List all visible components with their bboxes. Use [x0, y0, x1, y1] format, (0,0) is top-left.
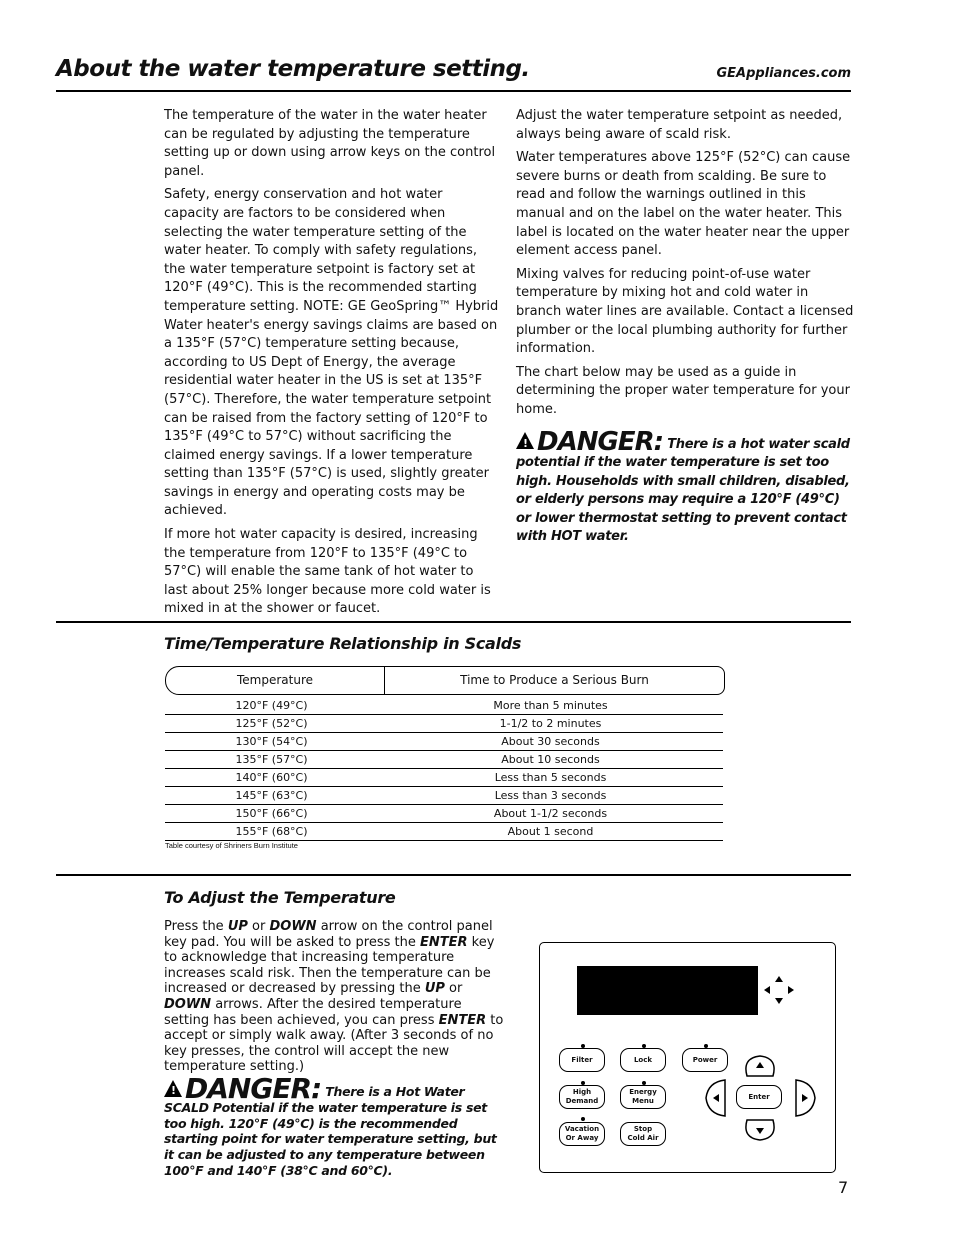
energy-menu-button[interactable] [620, 1085, 666, 1109]
power-button[interactable]: Power [682, 1048, 728, 1072]
temperature-cell: 150°F (66°C) [235, 807, 308, 820]
burn-warning-paragraph: Water temperatures above 125°F (52°C) can cause severe burns or death from scalding. Be sure to read and follow the warnings outlined in this manual and on the label on the water heater. This label is located on the water heater near the upper element access panel. [516, 150, 851, 259]
instruction-text: or [444, 981, 463, 997]
danger-text: There is a hot water scald potential if the water temperature is set too high. Households with small children, disabled, or elderly persons may require a 120°F (49°C) or lower thermostat setting to prevent contact with HOT water. [516, 436, 850, 545]
burn-time-cell: About 30 seconds [501, 735, 600, 748]
button-label: High [572, 1088, 592, 1096]
adjust-section-title: To Adjust the Temperature [164, 888, 396, 907]
header-rule [56, 90, 851, 92]
instruction-text: arrows. After the desired temperature setting has been achieved, you can press [164, 996, 462, 1028]
up-key-label: UP [424, 981, 445, 997]
down-key-label: DOWN [164, 996, 212, 1012]
up-key-label: UP [227, 919, 248, 934]
temperature-cell: 135°F (57°C) [235, 753, 308, 766]
danger-label: DANGER: [185, 1072, 322, 1105]
temperature-cell: 145°F (63°C) [235, 789, 308, 802]
intro-paragraph: The temperature of the water in the water heater can be regulated by adjusting the temperature setting up or down using arrow keys on the control panel. [164, 108, 496, 179]
button-label: Stop [633, 1125, 653, 1133]
enter-button[interactable]: Enter [736, 1085, 782, 1109]
adjust-paragraph: Adjust the water temperature setpoint as needed, always being aware of scald risk. [516, 108, 843, 142]
danger-warning-2 [164, 1072, 509, 1179]
instruction-text: key to acknowledge that increasing temperature increases scald risk. Then the temperature can be increased or decreased by pressing the [164, 934, 495, 997]
button-label: Or Away [565, 1134, 599, 1142]
table-row [165, 697, 723, 715]
adjust-instructions [164, 919, 504, 1075]
burn-time-cell: Less than 5 seconds [494, 771, 607, 784]
burn-time-cell: Less than 3 seconds [494, 789, 607, 802]
column-header-temperature: Temperature [166, 667, 385, 694]
temperature-cell: 140°F (60°C) [235, 771, 308, 784]
temperature-cell: 125°F (52°C) [235, 717, 308, 730]
mixing-valves-paragraph: Mixing valves for reducing point-of-use water temperature by mixing hot and cold water in branch water lines are available. Contact a licensed plumber or the local plumbing authority for further information. [516, 266, 854, 357]
lock-button[interactable]: Lock [620, 1048, 666, 1072]
danger-text: There is a Hot Water SCALD [164, 1084, 465, 1115]
burn-time-cell: More than 5 minutes [493, 699, 608, 712]
website-label: GEAppliances.com [716, 66, 851, 81]
danger-label: DANGER: [537, 426, 663, 457]
button-label: Demand [565, 1097, 599, 1105]
down-key-label: DOWN [269, 919, 317, 934]
table-source-note: Table courtesy of Shriners Burn Institute [165, 841, 298, 850]
burn-time-cell: About 1-1/2 seconds [493, 807, 608, 820]
burn-time-cell: About 10 seconds [501, 753, 600, 766]
table-row [165, 733, 723, 751]
instruction-text: arrow on the control panel key pad. You will be asked to press the [164, 919, 493, 950]
instruction-text: to accept or simply walk away. (After 3 seconds of no key presses, the control will accept the new temperature setting.) [164, 1012, 504, 1075]
instruction-text: or [247, 919, 270, 934]
scald-table [165, 697, 723, 841]
page-title: About the water temperature setting. [56, 56, 530, 82]
button-label: Menu [632, 1097, 654, 1105]
temperature-cell: 130°F (54°C) [235, 735, 308, 748]
section-rule-scalds [56, 621, 851, 623]
vacation-button[interactable] [559, 1122, 605, 1146]
instruction-text: Press the [164, 919, 228, 934]
indicator-dot [581, 1117, 585, 1121]
table-row [165, 769, 723, 787]
button-label: Energy [629, 1088, 657, 1096]
danger-warning-1 [516, 426, 856, 548]
temperature-cell: 120°F (49°C) [235, 699, 308, 712]
table-row [165, 751, 723, 769]
table-row [165, 715, 723, 733]
stop-cold-air-button[interactable] [620, 1122, 666, 1146]
lcd-display [577, 966, 758, 1015]
scald-table-header [165, 666, 725, 695]
enter-key-label: ENTER [419, 934, 468, 950]
warning-triangle-icon [164, 1080, 182, 1097]
danger-text: Potential if the water temperature is set too high. 120°F (49°C) is the recommended starting point for water temperature setting, but it can be adjusted to any temperature between 100°F and 140°F (38°C and 60°C). [164, 1099, 497, 1178]
left-column [164, 107, 499, 624]
burn-time-cell: 1-1/2 to 2 minutes [499, 717, 602, 730]
chart-guide-paragraph: The chart below may be used as a guide in determining the proper water temperature for your home. [516, 364, 850, 417]
safety-paragraph: Safety, energy conservation and hot water capacity are factors to be considered when selecting the water temperature setting of the water heater. To comply with safety regulations, the water temperature setpoint is factory set at 120°F (49°C). This is the recommended starting temperature setting. NOTE: GE GeoSpring™ Hybrid Water heater's energy savings claims are based on a 135°F (57°C) temperature setting because, according to US Dept of Energy, the average residential water heater in the US is set at 135°F (57°C). Therefore, the water temperature setpoint can be raised from the factory setting of 120°F to 135°F (49°C to 57°C) without sacrificing the claimed energy savings. If a lower temperature setting than 135°F (57°C) is used, slightly greater savings in energy and operating costs may be achieved. [164, 187, 499, 519]
high-demand-button[interactable] [559, 1085, 605, 1109]
scalds-section-title: Time/Temperature Relationship in Scalds [164, 634, 522, 653]
burn-time-cell: About 1 second [507, 825, 594, 838]
warning-triangle-icon [516, 432, 534, 449]
table-row [165, 805, 723, 823]
table-row [165, 787, 723, 805]
right-column [516, 107, 856, 547]
filter-button[interactable]: Filter [559, 1048, 605, 1072]
section-rule-adjust [56, 874, 851, 876]
enter-key-label: ENTER [438, 1012, 487, 1028]
four-way-arrow-icon [764, 976, 794, 1004]
temperature-cell: 155°F (68°C) [235, 825, 308, 838]
button-label: Vacation [564, 1125, 600, 1133]
table-row [165, 823, 723, 841]
control-panel-illustration [539, 942, 836, 1173]
page-number: 7 [838, 1178, 849, 1197]
column-header-burn-time: Time to Produce a Serious Burn [460, 673, 649, 687]
capacity-paragraph: If more hot water capacity is desired, increasing the temperature from 120°F to 135°F (49°C to 57°C) will enable the same tank of hot water to last about 25% longer because more cold water is mixed in at the shower or faucet. [164, 527, 491, 617]
button-label: Cold Air [627, 1134, 659, 1142]
